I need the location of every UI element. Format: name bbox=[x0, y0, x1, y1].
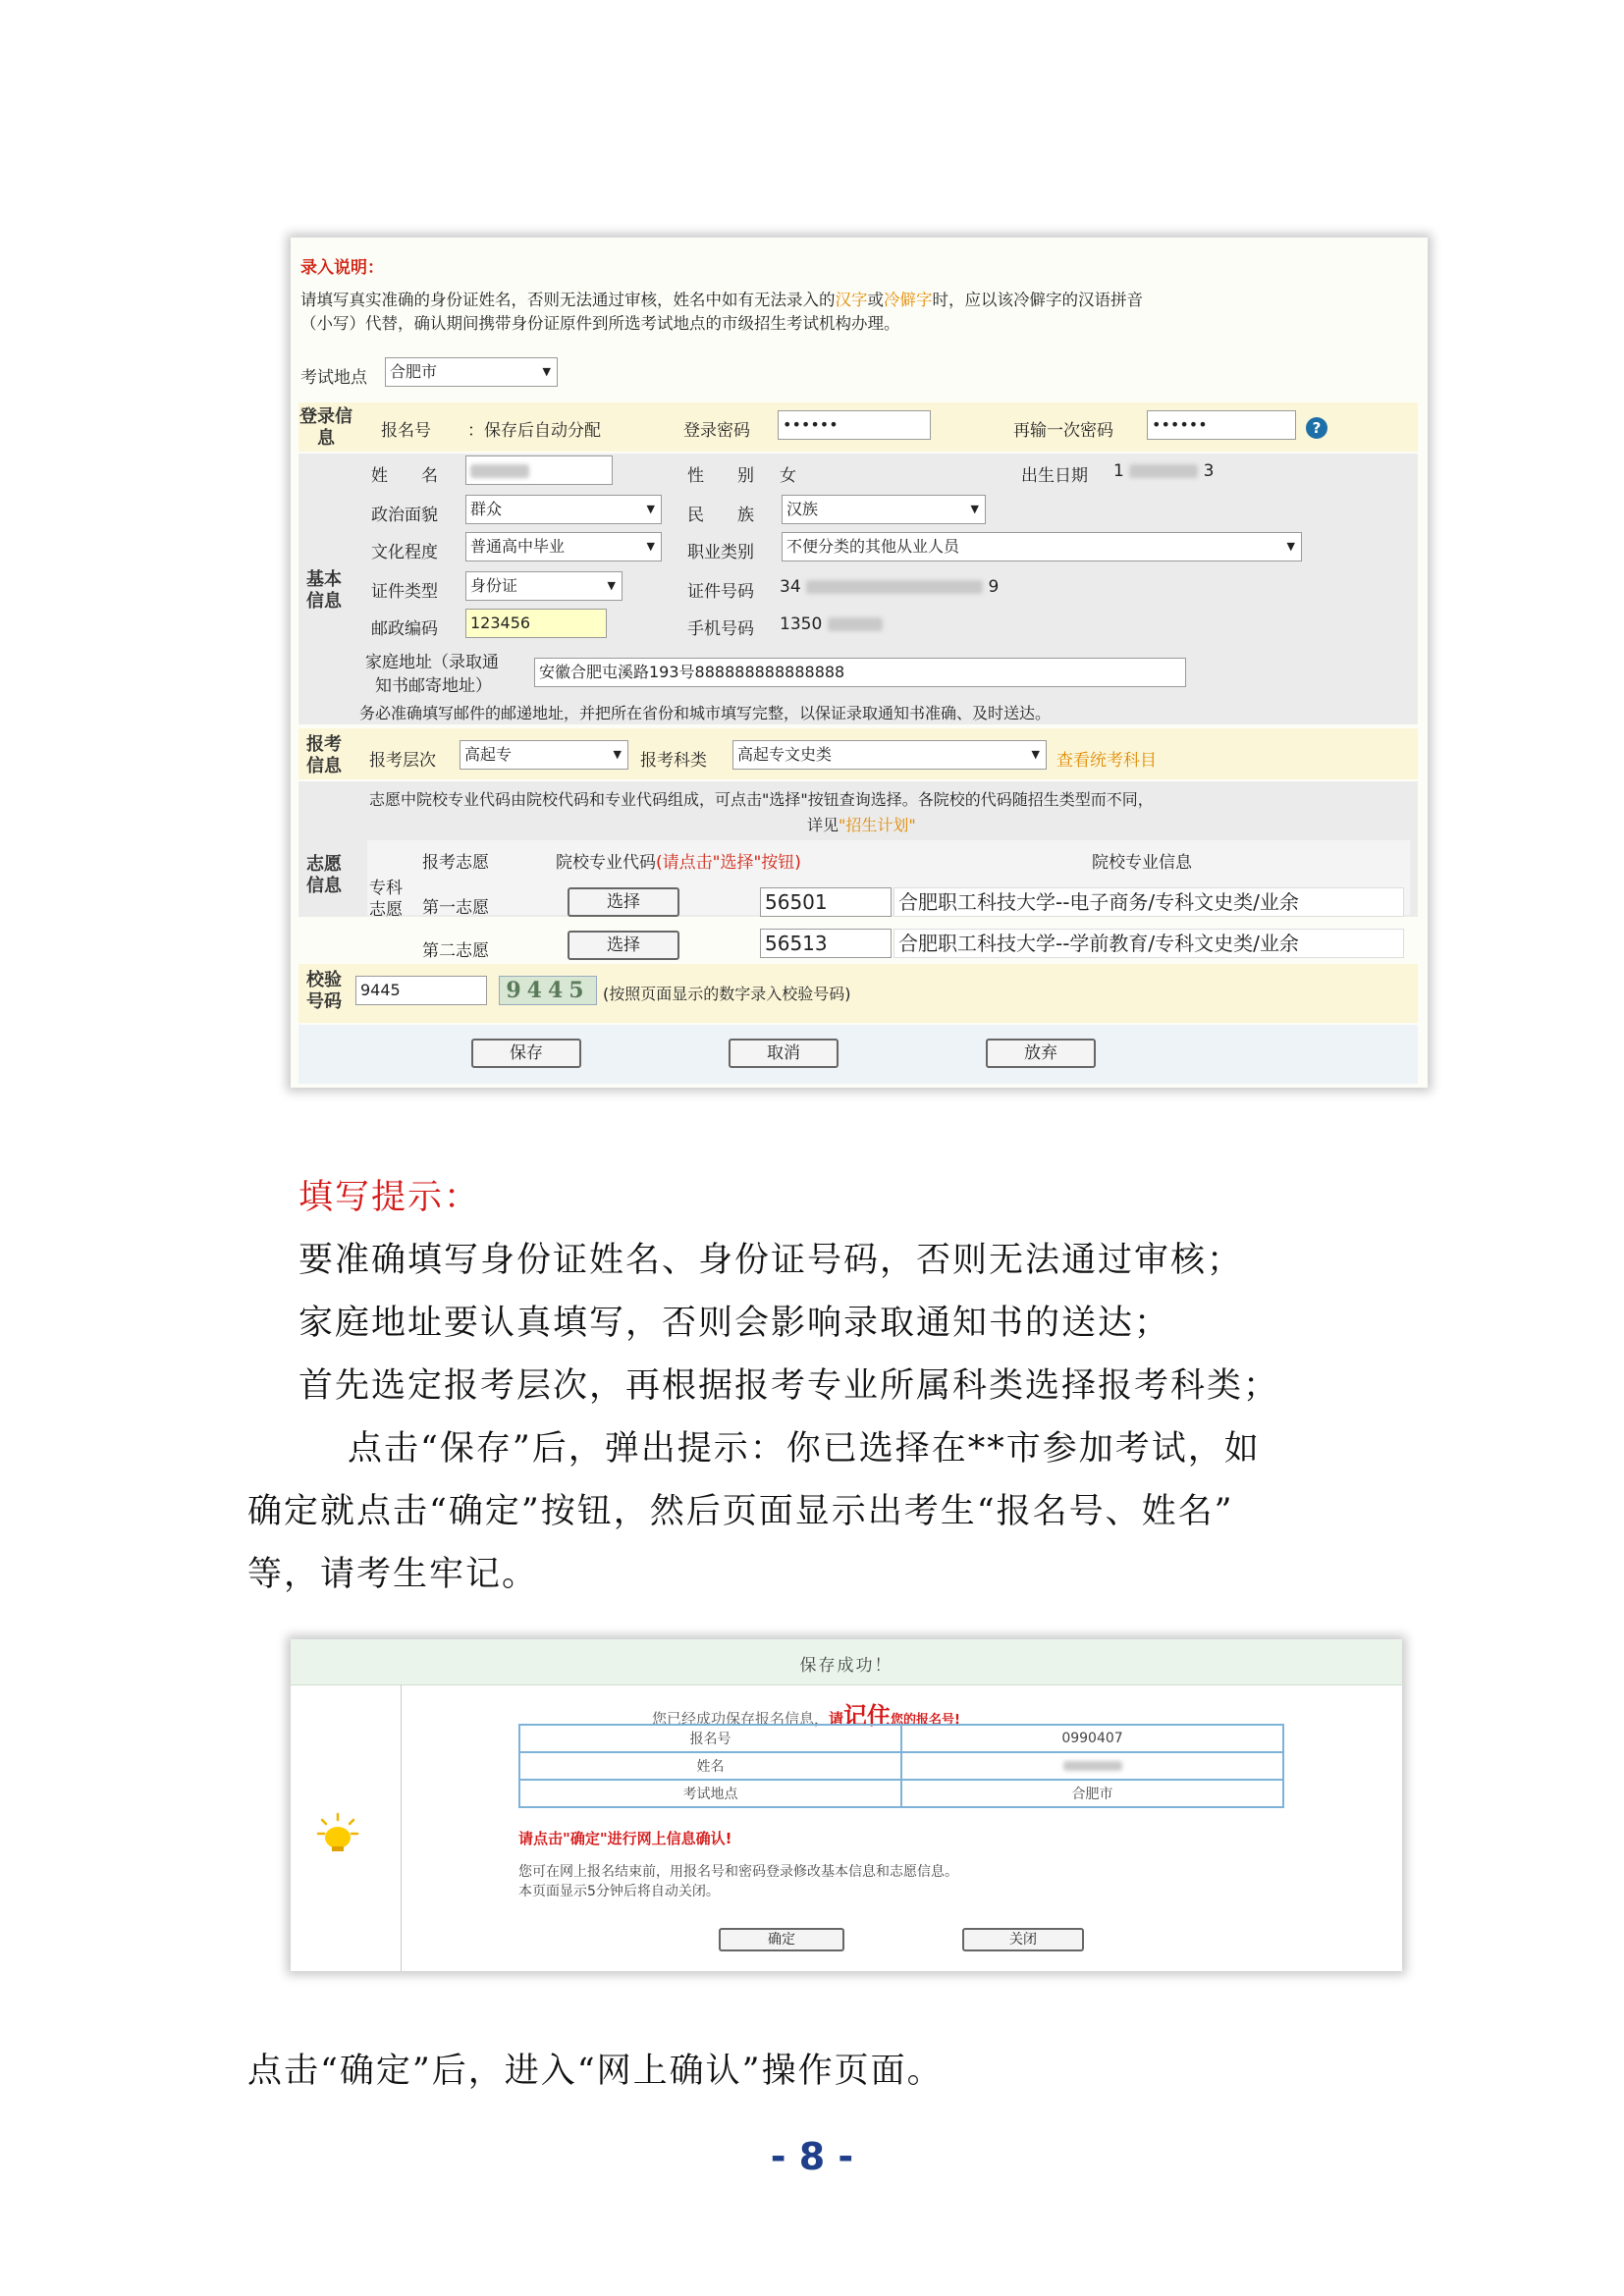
wish-row-2-info: 合肥职工科技大学--学前教育/专科文史类/业余 bbox=[893, 929, 1404, 958]
plan-link[interactable]: "招生计划" bbox=[839, 816, 916, 834]
intro-text-b: 时，应以该冷僻字的汉语拼音 bbox=[932, 291, 1143, 309]
mobile-value-text: 1350 bbox=[780, 614, 823, 634]
table-row bbox=[519, 1752, 1283, 1780]
apply-section-label: 报考信息 bbox=[306, 734, 342, 776]
tips-line-2: 家庭地址要认真填写，否则会影响录取通知书的送达； bbox=[298, 1304, 1171, 1343]
intro-hanzi-link[interactable]: 汉字 bbox=[835, 291, 868, 309]
gender-value: 女 bbox=[780, 466, 796, 486]
regno-value: ：保存后自动分配 bbox=[467, 421, 601, 441]
registration-form-screenshot bbox=[291, 238, 1428, 1088]
birth-value-a: 1 bbox=[1113, 461, 1124, 481]
result-value-site: 合肥市 bbox=[901, 1780, 1283, 1807]
success-msg-b: 请 bbox=[829, 1710, 844, 1728]
ok-button[interactable]: 确定 bbox=[719, 1928, 844, 1951]
idno-label: 证件号码 bbox=[687, 582, 754, 602]
button-band bbox=[298, 1025, 1418, 1084]
postcode-label: 邮政编码 bbox=[371, 619, 438, 639]
basic-section-label: 基本信息 bbox=[306, 569, 342, 612]
wish-row-1-code-input[interactable]: 56501 bbox=[760, 887, 892, 917]
result-value-name bbox=[901, 1752, 1283, 1780]
exam-site-label: 考试地点 bbox=[300, 368, 367, 388]
idtype-select[interactable]: 身份证 ▼ bbox=[465, 571, 623, 601]
table-row bbox=[519, 1725, 1283, 1752]
subject-select[interactable]: 高起专文史类 ▼ bbox=[732, 740, 1047, 770]
postcode-input[interactable]: 123456 bbox=[465, 609, 607, 638]
result-value-regno: 0990407 bbox=[901, 1725, 1283, 1752]
level-label: 报考层次 bbox=[369, 751, 436, 771]
lightbulb-icon bbox=[316, 1812, 359, 1855]
idno-value bbox=[780, 577, 999, 597]
confirm-prompt: 请点击"确定"进行网上信息确认! bbox=[518, 1830, 732, 1847]
education-select[interactable]: 普通高中毕业 ▼ bbox=[465, 532, 662, 561]
verify-hint: (按照页面显示的数字录入校验号码) bbox=[603, 985, 851, 1003]
subject-label: 报考科类 bbox=[640, 751, 707, 771]
wish-row-2-label: 第二志愿 bbox=[422, 941, 489, 961]
politics-select[interactable]: 群众 ▼ bbox=[465, 495, 662, 524]
wish-col-2 bbox=[556, 848, 801, 873]
intro-line-1 bbox=[300, 287, 1143, 310]
address-label-2: 知书邮寄地址） bbox=[375, 676, 492, 696]
intro-rare-link[interactable]: 冷僻字 bbox=[884, 291, 933, 309]
name-label: 姓 名 bbox=[371, 466, 438, 486]
wish-row-2-select-button[interactable]: 选择 bbox=[568, 931, 679, 960]
wish-col-2-a: 院校专业代码 bbox=[556, 853, 656, 873]
password-label: 登录密码 bbox=[683, 421, 750, 441]
result-label-regno: 报名号 bbox=[519, 1725, 901, 1752]
tips-line-4: 点击“保存”后，弹出提示：你已选择在**市参加考试，如 bbox=[348, 1429, 1261, 1468]
verify-input[interactable]: 9445 bbox=[355, 976, 487, 1005]
result-label-name: 姓名 bbox=[519, 1752, 901, 1780]
login-section-label: 登录信息 bbox=[299, 406, 352, 449]
wish-row-1-info: 合肥职工科技大学--电子商务/专科文史类/业余 bbox=[893, 887, 1404, 917]
repeat-password-label: 再输一次密码 bbox=[1013, 421, 1113, 441]
close-button[interactable]: 关闭 bbox=[962, 1928, 1084, 1951]
wish-col-3: 院校专业信息 bbox=[1092, 853, 1192, 873]
page-number: - 8 - bbox=[770, 2135, 854, 2178]
verify-section-label: 校验号码 bbox=[306, 970, 342, 1012]
wish-note-line-2 bbox=[807, 813, 916, 835]
address-label-1: 家庭地址（录取通 bbox=[365, 653, 499, 672]
success-msg-d: 您的报名号! bbox=[891, 1713, 960, 1728]
exam-site-select[interactable]: 合肥市 ▼ bbox=[385, 357, 558, 387]
table-row bbox=[519, 1780, 1283, 1807]
birth-label: 出生日期 bbox=[1021, 466, 1088, 486]
intro-title: 录入说明： bbox=[300, 258, 384, 278]
occupation-select[interactable]: 不便分类的其他从业人员 ▼ bbox=[782, 532, 1302, 561]
regno-label: 报名号 bbox=[381, 421, 431, 441]
password-input[interactable]: •••••• bbox=[778, 410, 931, 440]
wish-row-1-label: 第一志愿 bbox=[422, 898, 489, 918]
occupation-label: 职业类别 bbox=[687, 543, 754, 562]
save-success-screenshot bbox=[291, 1639, 1402, 1971]
success-divider bbox=[401, 1684, 402, 1971]
tips-line-1: 要准确填写身份证姓名、身份证号码，否则无法通过审核； bbox=[298, 1241, 1244, 1280]
idno-value-b: 9 bbox=[988, 577, 1000, 597]
info-line-2: 本页面显示5分钟后将自动关闭。 bbox=[518, 1884, 720, 1899]
wish-section-label: 志愿信息 bbox=[306, 854, 342, 896]
wish-col-1: 报考志愿 bbox=[422, 853, 489, 873]
success-title: 保存成功！ bbox=[799, 1656, 893, 1676]
after-text: 点击“确定”后，进入“网上确认”操作页面。 bbox=[247, 2052, 944, 2091]
ethnic-select[interactable]: 汉族 ▼ bbox=[782, 495, 986, 524]
wish-note-line-1: 志愿中院校专业代码由院校代码和专业代码组成，可点击"选择"按钮查询选择。各院校的代码随招生类型而不同， bbox=[369, 790, 1154, 809]
level-select[interactable]: 高起专 ▼ bbox=[460, 740, 628, 770]
intro-or: 或 bbox=[867, 291, 884, 309]
tips-line-6: 等，请考生牢记。 bbox=[247, 1555, 539, 1594]
wish-row-2-code-input[interactable]: 56513 bbox=[760, 929, 892, 958]
info-line-1: 您可在网上报名结束前，用报名号和密码登录修改基本信息和志愿信息。 bbox=[518, 1864, 958, 1880]
tips-line-5: 确定就点击“确定”按钮，然后页面显示出考生“报名号、姓名” bbox=[247, 1492, 1234, 1531]
intro-text: 请填写真实准确的身份证姓名，否则无法通过审核，姓名中如有无法录入的 bbox=[300, 291, 836, 309]
wish-col-2-b: (请点击"选择"按钮) bbox=[656, 853, 801, 873]
gender-label: 性 别 bbox=[687, 466, 754, 486]
tips-line-3: 首先选定报考层次，再根据报考专业所属科类选择报考科类； bbox=[298, 1366, 1280, 1406]
wish-note-text: 详见 bbox=[807, 816, 839, 834]
birth-value-b: 3 bbox=[1203, 461, 1215, 481]
abandon-button[interactable]: 放弃 bbox=[986, 1039, 1096, 1068]
success-msg-a: 您已经成功保存报名信息， bbox=[652, 1710, 830, 1728]
captcha-image: 9445 bbox=[499, 976, 597, 1005]
address-input[interactable]: 安徽合肥屯溪路193号888888888888888 bbox=[534, 658, 1186, 687]
result-label-site: 考试地点 bbox=[519, 1780, 901, 1807]
ethnic-label: 民 族 bbox=[687, 506, 754, 525]
success-msg-c: 记住 bbox=[843, 1702, 892, 1730]
tips-title: 填写提示： bbox=[298, 1178, 481, 1217]
registration-result-table bbox=[518, 1724, 1284, 1808]
birth-value bbox=[1113, 461, 1214, 481]
wish-row-1-select-button[interactable]: 选择 bbox=[568, 887, 679, 917]
mobile-label: 手机号码 bbox=[687, 619, 754, 639]
name-input[interactable] bbox=[465, 455, 613, 485]
mobile-value bbox=[780, 614, 883, 634]
repeat-password-input[interactable]: •••••• bbox=[1147, 410, 1296, 440]
view-subjects-link[interactable]: 查看统考科目 bbox=[1056, 751, 1157, 771]
idno-value-a: 34 bbox=[780, 577, 801, 597]
help-icon[interactable]: ? bbox=[1306, 417, 1327, 439]
address-note: 务必准确填写邮件的邮递地址，并把所在省份和城市填写完整，以保证录取通知书准确、及时送达。 bbox=[359, 704, 1052, 722]
politics-label: 政治面貌 bbox=[371, 506, 438, 525]
save-button[interactable]: 保存 bbox=[471, 1039, 581, 1068]
idtype-label: 证件类型 bbox=[371, 582, 438, 602]
intro-line-2: （小写）代替，确认期间携带身份证原件到所选考试地点的市级招生考试机构办理。 bbox=[300, 314, 900, 333]
education-label: 文化程度 bbox=[371, 543, 438, 562]
wish-group-label: 专科志愿 bbox=[369, 879, 403, 920]
cancel-button[interactable]: 取消 bbox=[729, 1039, 839, 1068]
